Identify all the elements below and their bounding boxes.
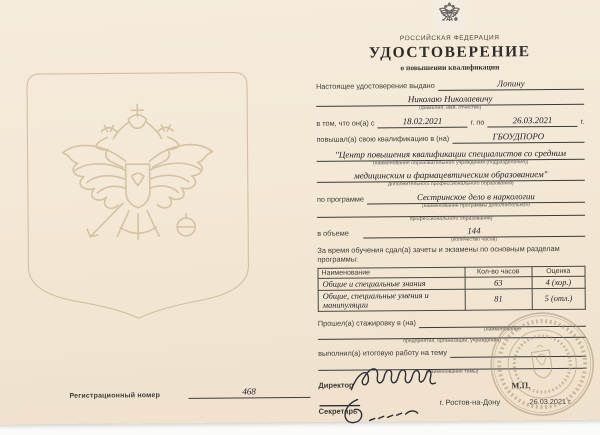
- name-line: [316, 93, 584, 112]
- surname-value: Лопину: [438, 78, 584, 91]
- registration-row: [69, 386, 310, 400]
- country-name: РОССИЙСКАЯ ФЕДЕРАЦИЯ: [399, 34, 500, 43]
- program-cont-line: [317, 215, 585, 223]
- exams-paragraph: За время обучения сдал(а) зачеты и экзамены по основным разделам программы:: [317, 243, 560, 265]
- row2-hours: 81: [465, 288, 532, 310]
- qualification-value: ГБОУДПОРО: [452, 131, 584, 144]
- volume-row: [317, 225, 585, 243]
- secretary-row: [318, 395, 457, 426]
- issued-row: [316, 78, 584, 92]
- watermark-eagle-icon: [62, 104, 213, 240]
- program-row: [316, 191, 585, 210]
- registration-label: Регистрационный номер: [69, 392, 161, 400]
- round-seal-stamp: [480, 302, 600, 427]
- secretary-label: Секретарь: [318, 406, 358, 416]
- qualification-label: повышал(а) свою квалификацию в (на): [316, 133, 450, 144]
- director-signature: [349, 365, 441, 394]
- date-to-value: 26.03.2021: [487, 115, 577, 128]
- city-label: г. Ростов-на-Дону: [439, 397, 501, 407]
- period-prefix: в том, что он(а) с: [316, 118, 375, 128]
- issued-label: Настоящее удостоверение выдано: [316, 80, 435, 91]
- internship-label: Прошел(а) стажировку в (на): [317, 317, 416, 328]
- fio-caption: (фамилия, имя, отчество): [419, 104, 482, 112]
- institution-value-2: медицинским и фармацевтическим образованием": [353, 169, 548, 181]
- g-po-label: г. по: [470, 117, 485, 127]
- registration-number: 468: [188, 386, 310, 399]
- program-value: [367, 191, 585, 210]
- volume-label: в объеме: [317, 228, 349, 238]
- internship-caption-1: (наименование: [483, 325, 521, 333]
- g-label: г.: [580, 116, 585, 126]
- volume-value: [363, 225, 585, 243]
- final-work-caption: (наименование темы): [426, 368, 479, 375]
- col-header-grade: Оценка: [532, 266, 585, 276]
- program-caption-1: (наименование программы дополнительного: [421, 202, 531, 210]
- program-label: по программе: [316, 194, 364, 204]
- row2-name: Общие, специальные умения и манипуляции: [318, 289, 465, 311]
- row1-name: Общие и специальные знания: [318, 277, 465, 290]
- certificate-title: УДОСТОВЕРЕНИЕ: [368, 43, 531, 62]
- director-row: [318, 375, 441, 394]
- internship-caption-2: предприятия, организации, учреждения): [403, 336, 501, 344]
- institution-caption-2: дополнительного профессионального образования): [388, 180, 514, 188]
- secretary-signature: [320, 397, 458, 426]
- watermark-shield-eagle: [24, 69, 252, 323]
- grades-table: [317, 265, 585, 311]
- volume-caption: (количество часов): [451, 236, 498, 243]
- program-value-text: Сестринское дело в наркологии: [416, 191, 535, 203]
- row1-hours: 63: [465, 276, 532, 289]
- date-from-value: 18.02.2021: [377, 116, 467, 129]
- issue-date: 26.03.2021 г.: [529, 396, 572, 407]
- program-caption-2: профессионального образования): [409, 215, 493, 223]
- final-work-label: выполнил(а) итоговую работу на тему: [318, 347, 448, 358]
- institution-caption-1: (наименование образовательного учреждения (подразделения)): [372, 159, 529, 167]
- qualification-row: [316, 131, 584, 145]
- name-patronymic-value: Николаю Николаевичу: [407, 93, 493, 105]
- volume-value-text: 144: [467, 225, 481, 236]
- mp-label: М.П.: [511, 380, 531, 391]
- col-header-name: Наименование: [318, 267, 465, 278]
- row2-grade: 5 (отл.): [532, 288, 586, 309]
- header-emblem-wrap: [315, 0, 583, 33]
- institution-value-1: "Центр повышения квалификации специалистов со средним: [335, 147, 567, 160]
- certificate-subtitle: о повышении квалификации: [400, 62, 500, 73]
- director-label: Директор: [318, 380, 354, 390]
- row1-grade: 4 (хор.): [532, 276, 585, 288]
- period-row: [316, 115, 584, 129]
- institution-line1: [317, 147, 585, 167]
- institution-line2: [317, 169, 585, 188]
- col-header-hours: Кол-во часов: [465, 266, 532, 277]
- coat-of-arms-icon: [433, 0, 465, 32]
